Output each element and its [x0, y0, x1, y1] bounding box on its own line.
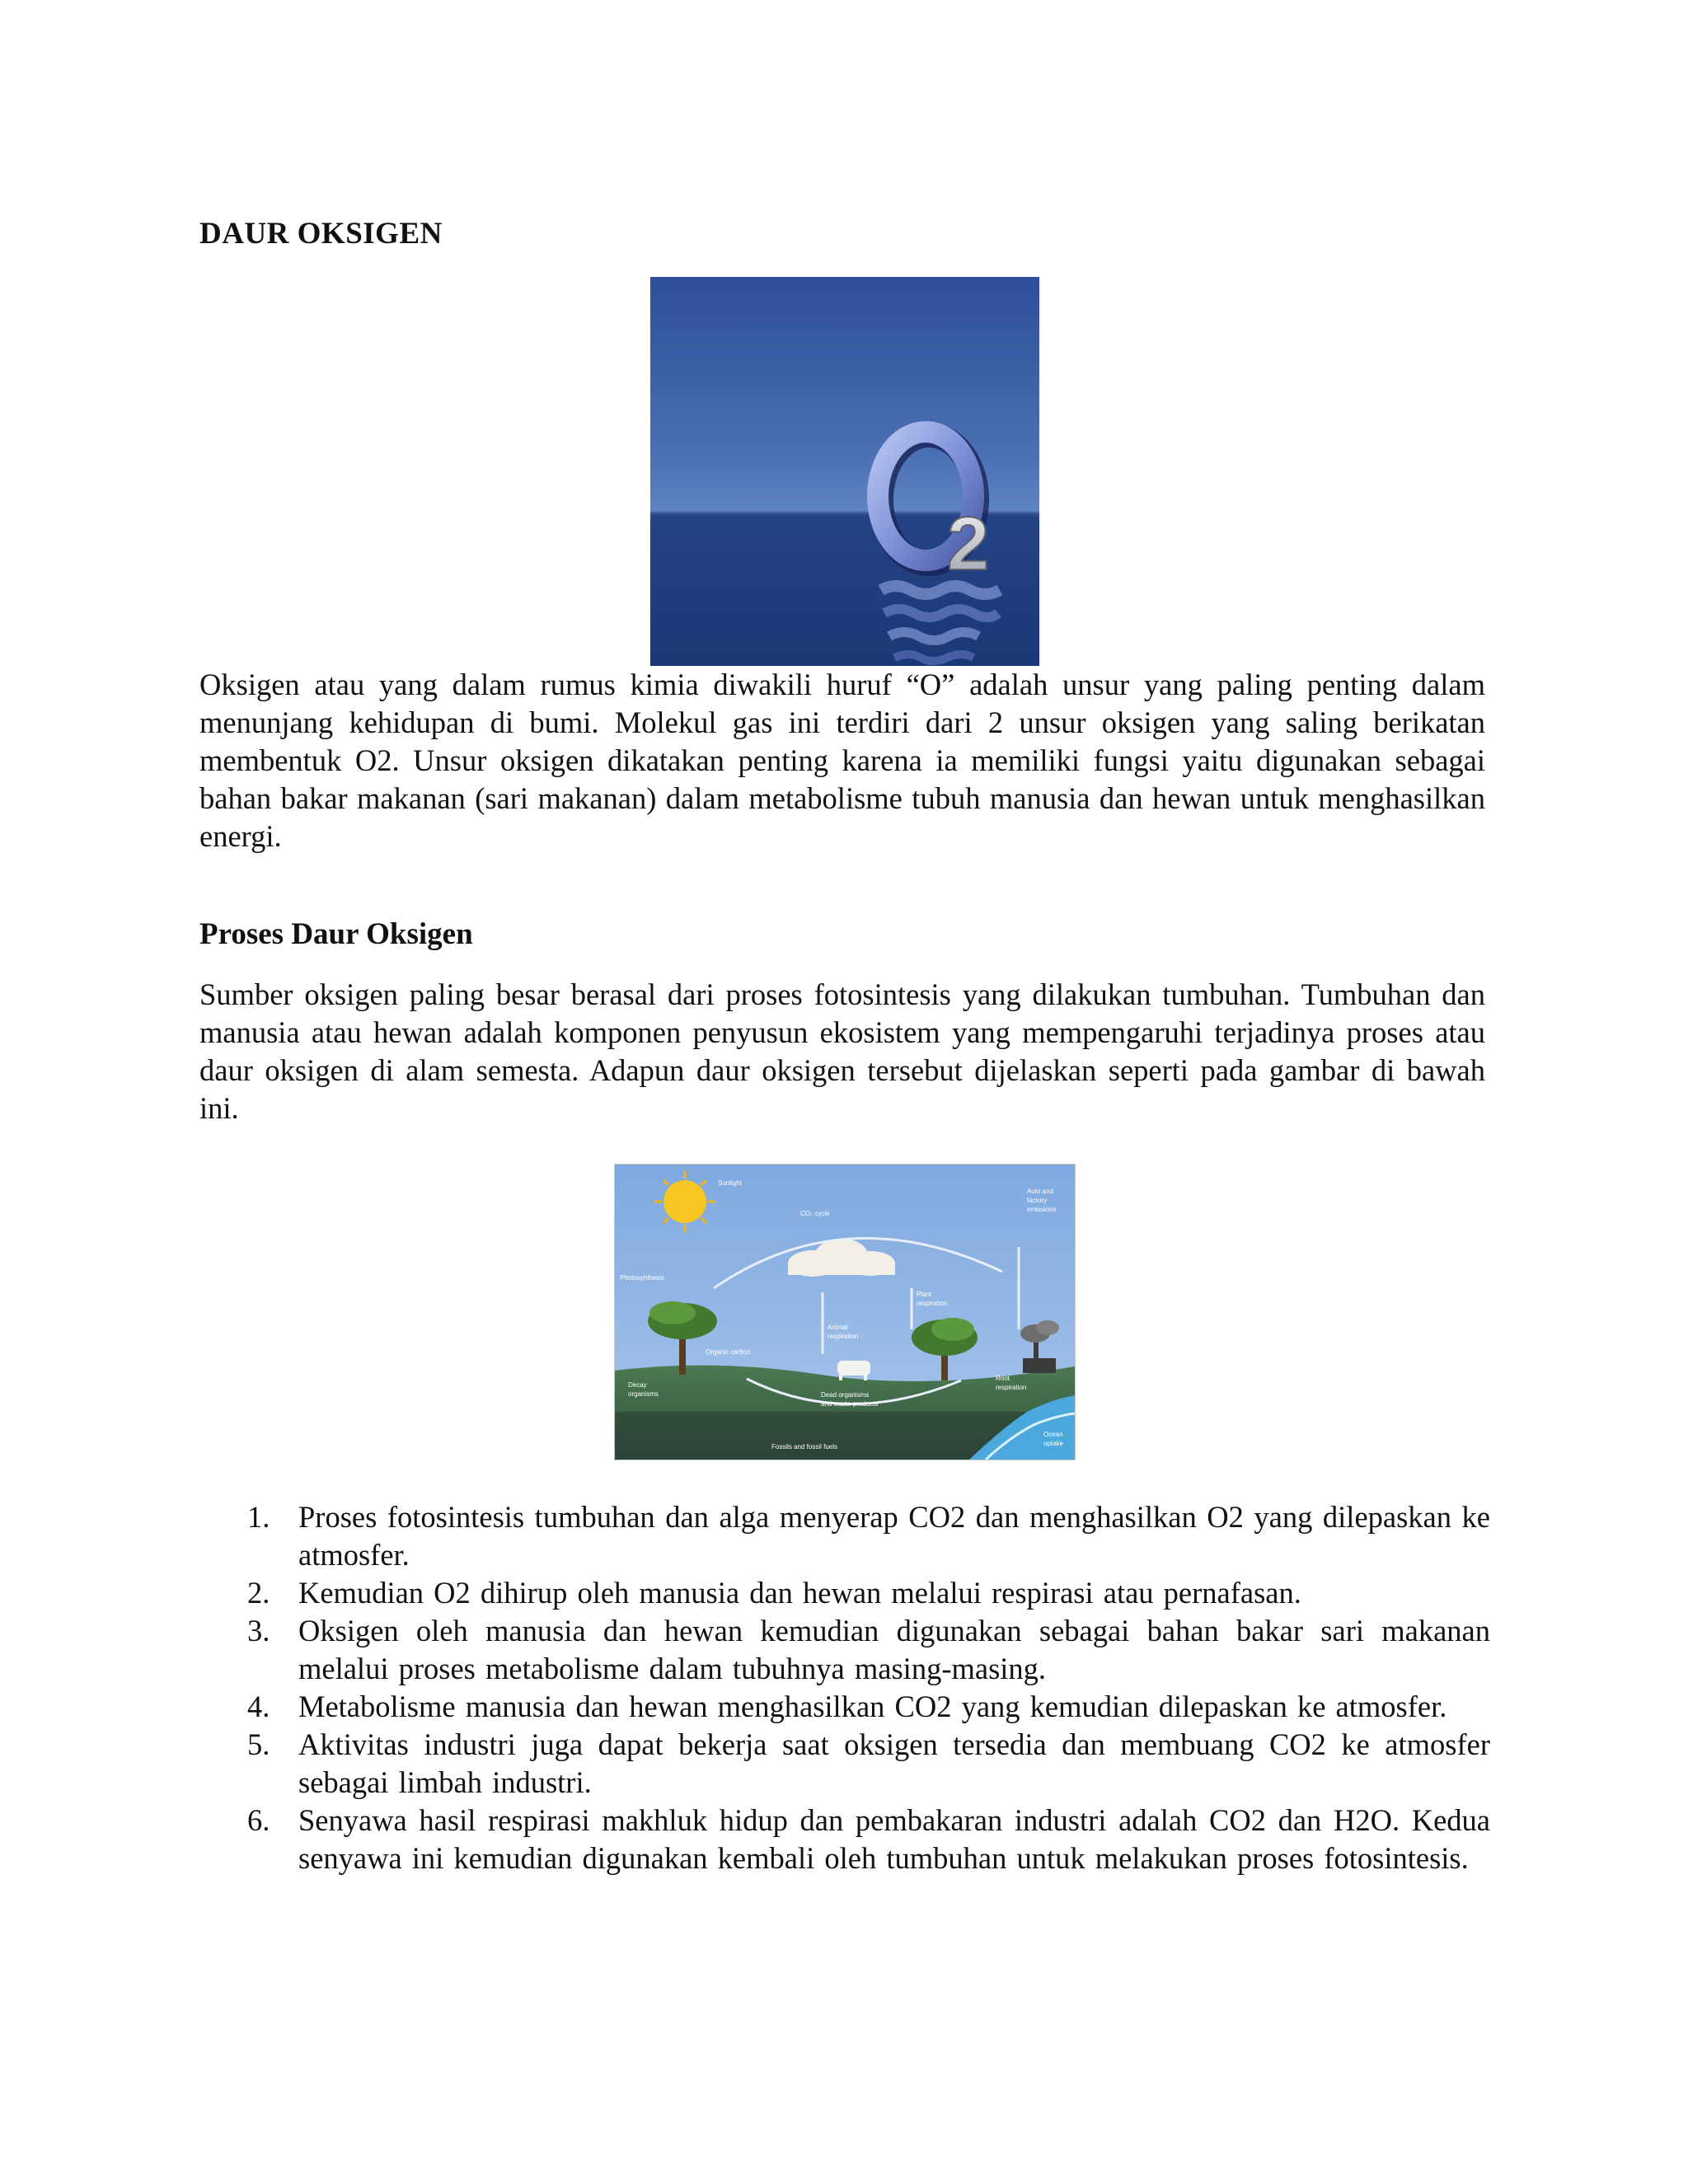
list-item — [199, 1726, 1490, 1802]
list-item-number: 5. — [247, 1727, 270, 1761]
label-root-respiration-2: respiration — [996, 1384, 1027, 1391]
page-title: DAUR OKSIGEN — [199, 217, 443, 251]
label-plant-respiration-1: Plant — [917, 1291, 932, 1298]
label-dead-organisms-1: Dead organisms — [821, 1391, 870, 1399]
list-item-text: Oksigen oleh manusia dan hewan kemudian digunakan sebagai bahan bakar sari makanan melalui proses metabolisme dalam tubuhnya masing-masing. — [298, 1614, 1490, 1685]
list-item — [199, 1574, 1490, 1612]
list-item — [199, 1612, 1490, 1688]
list-item — [199, 1802, 1490, 1877]
label-ocean-uptake-1: Ocean — [1043, 1431, 1063, 1438]
label-root-respiration-1: Root — [996, 1375, 1010, 1382]
sun-icon — [654, 1171, 715, 1232]
label-animal-respiration-1: Animal — [828, 1324, 848, 1331]
label-plant-respiration-2: respiration — [917, 1300, 948, 1307]
list-item-number: 6. — [247, 1803, 270, 1837]
oxygen-o2-image — [650, 277, 1039, 666]
list-item-number: 4. — [247, 1690, 270, 1723]
intro-paragraph-block — [199, 666, 1485, 855]
label-dead-organisms-2: and waste products — [821, 1400, 879, 1408]
list-item — [199, 1688, 1490, 1726]
label-decay-organisms-1: Decay — [628, 1381, 647, 1389]
label-auto-factory-2: factory — [1027, 1197, 1048, 1204]
list-item-text: Aktivitas industri juga dapat bekerja saat oksigen tersedia dan membuang CO2 ke atmosfer sebagai limbah industri. — [298, 1727, 1490, 1799]
list-item-number: 2. — [247, 1576, 270, 1610]
section-title: Proses Daur Oksigen — [199, 917, 473, 951]
label-auto-factory-1: Auto and — [1027, 1188, 1054, 1195]
two-glyph: 2 — [947, 502, 990, 586]
label-co2-cycle: CO₂ cycle — [800, 1210, 830, 1217]
steps-list — [199, 1498, 1490, 1877]
oxygen-cycle-diagram — [614, 1164, 1076, 1460]
list-item-number: 3. — [247, 1614, 270, 1647]
list-item-text: Kemudian O2 dihirup oleh manusia dan hewan melalui respirasi atau pernafasan. — [298, 1576, 1301, 1610]
list-item — [199, 1498, 1490, 1574]
label-sunlight: Sunlight — [718, 1179, 742, 1187]
label-decay-organisms-2: organisms — [628, 1390, 659, 1398]
section-paragraph-block — [199, 976, 1485, 1127]
list-item-number: 1. — [247, 1500, 270, 1534]
list-item-text: Proses fotosintesis tumbuhan dan alga menyerap CO2 dan menghasilkan O2 yang dilepaskan ke atmosfer. — [298, 1500, 1490, 1572]
label-fossils: Fossils and fossil fuels — [771, 1443, 838, 1451]
label-auto-factory-3: emissions — [1027, 1206, 1057, 1213]
list-item-text: Metabolisme manusia dan hewan menghasilkan CO2 yang kemudian dilepaskan ke atmosfer. — [298, 1690, 1447, 1723]
intro-paragraph: Oksigen atau yang dalam rumus kimia diwakili huruf “O” adalah unsur yang paling penting dalam menunjang kehidupan di bumi. Molekul gas ini terdiri dari 2 unsur oksigen yang saling berikatan membentuk O2. Unsur oksigen dikatakan penting karena ia memiliki fungsi yaitu digunakan sebagai bahan bakar makanan (sari makanan) dalam metabolisme tubuh manusia dan hewan untuk menghasilkan energi. — [199, 668, 1485, 853]
label-animal-respiration-2: respiration — [828, 1333, 859, 1340]
list-item-text: Senyawa hasil respirasi makhluk hidup dan pembakaran industri adalah CO2 dan H2O. Kedua senyawa ini kemudian digunakan kembali oleh tumbuhan untuk melakukan proses fotosintesis. — [298, 1803, 1490, 1875]
label-organic-carbon: Organic carbon — [706, 1348, 751, 1356]
section-paragraph: Sumber oksigen paling besar berasal dari proses fotosintesis yang dilakukan tumbuhan. Tumbuhan dan manusia atau hewan adalah komponen penyusun ekosistem yang mempengaruhi terjadinya proses atau daur oksigen di alam semesta. Adapun daur oksigen tersebut dijelaskan seperti pada gambar di bawah ini. — [199, 977, 1485, 1125]
label-photosynthesis: Photosynthesis — [620, 1274, 665, 1282]
label-ocean-uptake-2: uptake — [1043, 1440, 1064, 1447]
